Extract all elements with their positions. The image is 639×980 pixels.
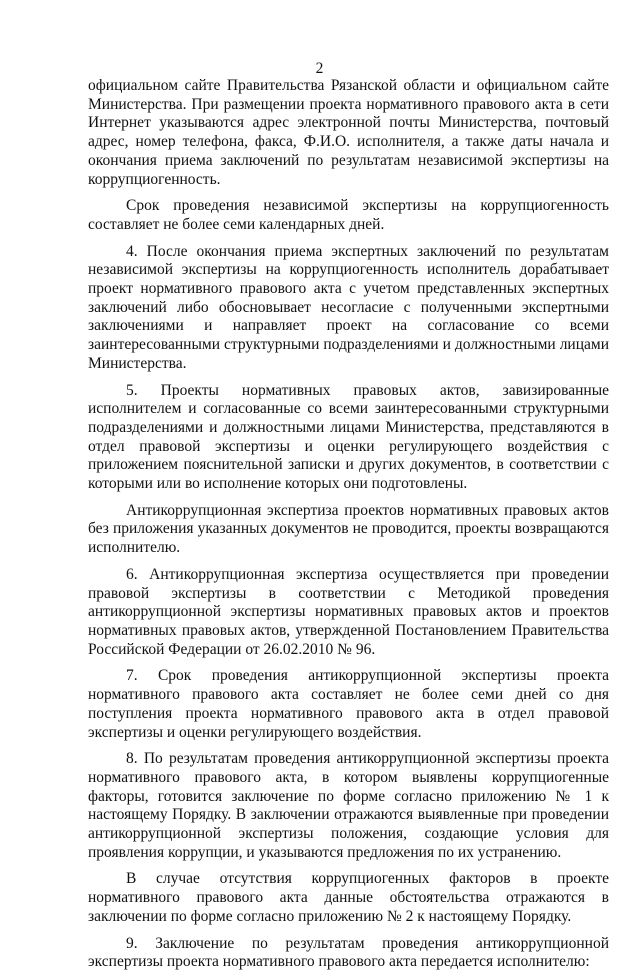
paragraph-item-6: 6. Антикоррупционная экспертиза осуществляется при проведении правовой экспертизы в соответствии с Методикой проведения антикоррупционной экспертизы нормативных правовых актов и проектов нормативных правовых актов, утвержденной Постановлением Правительства Российской Федерации от 26.02.2010 № 96. bbox=[88, 565, 609, 658]
paragraph-item-9: 9. Заключение по результатам проведения антикоррупционной экспертизы проекта нормативного правового акта передается исполнителю: bbox=[88, 934, 609, 971]
page-number: 2 bbox=[315, 60, 324, 77]
paragraph-item-7: 7. Срок проведения антикоррупционной экспертизы проекта нормативного правового акта составляет не более семи дней со дня поступления проекта нормативного правового акта в отдел правовой экспертизы и оценки регулирующего воздействия. bbox=[88, 667, 609, 741]
paragraph-continuation: официальном сайте Правительства Рязанской области и официальном сайте Министерства. При размещении проекта нормативного правового акта в сети Интернет указываются адрес электронной почты Министерства, почтовый адрес, номер телефона, факса, Ф.И.О. исполнителя, а также даты начала и окончания приема заключений по результатам независимой экспертизы на коррупциогенность. bbox=[88, 77, 609, 188]
paragraph-item-5-note: Антикоррупционная экспертиза проектов нормативных правовых актов без приложения указанных документов не проводится, проекты возвращаются исполнителю. bbox=[88, 501, 609, 557]
paragraph-item-8-note: В случае отсутствия коррупциогенных факторов в проекте нормативного правового акта данные обстоятельства отражаются в заключении по форме согласно приложению № 2 к настоящему Порядку. bbox=[88, 870, 609, 925]
document-body bbox=[88, 77, 609, 980]
paragraph-item-5: 5. Проекты нормативных правовых актов, завизированные исполнителем и согласованные со всеми заинтересованными структурными подразделениями и должностными лицами Министерства, представляются в отдел правовой экспертизы и оценки регулирующего воздействия с приложением пояснительной записки и других документов, в соответствии с которыми или во исполнение которых они подготовлены. bbox=[88, 381, 609, 493]
paragraph-expertise-term: Срок проведения независимой экспертизы на коррупциогенность составляет не более семи календарных дней. bbox=[88, 197, 609, 233]
paragraph-item-4: 4. После окончания приема экспертных заключений по результатам независимой экспертизы на коррупциогенность исполнитель дорабатывает проект нормативного правового акта с учетом представленных экспертных заключений либо обосновывает несогласие с полученными экспертными заключениями и направляет проект на согласование со всеми заинтересованными структурными подразделениями и должностными лицами Министерства. bbox=[88, 242, 609, 372]
paragraph-item-8: 8. По результатам проведения антикоррупционной экспертизы проекта нормативного правового акта, в котором выявлены коррупциогенные факторы, готовится заключение по форме согласно приложению № 1 к настоящему Порядку. В заключении отражаются выявленные при проведении антикоррупционной экспертизы положения, создающие условия для проявления коррупции, и указываются предложения по их устранению. bbox=[88, 750, 609, 861]
